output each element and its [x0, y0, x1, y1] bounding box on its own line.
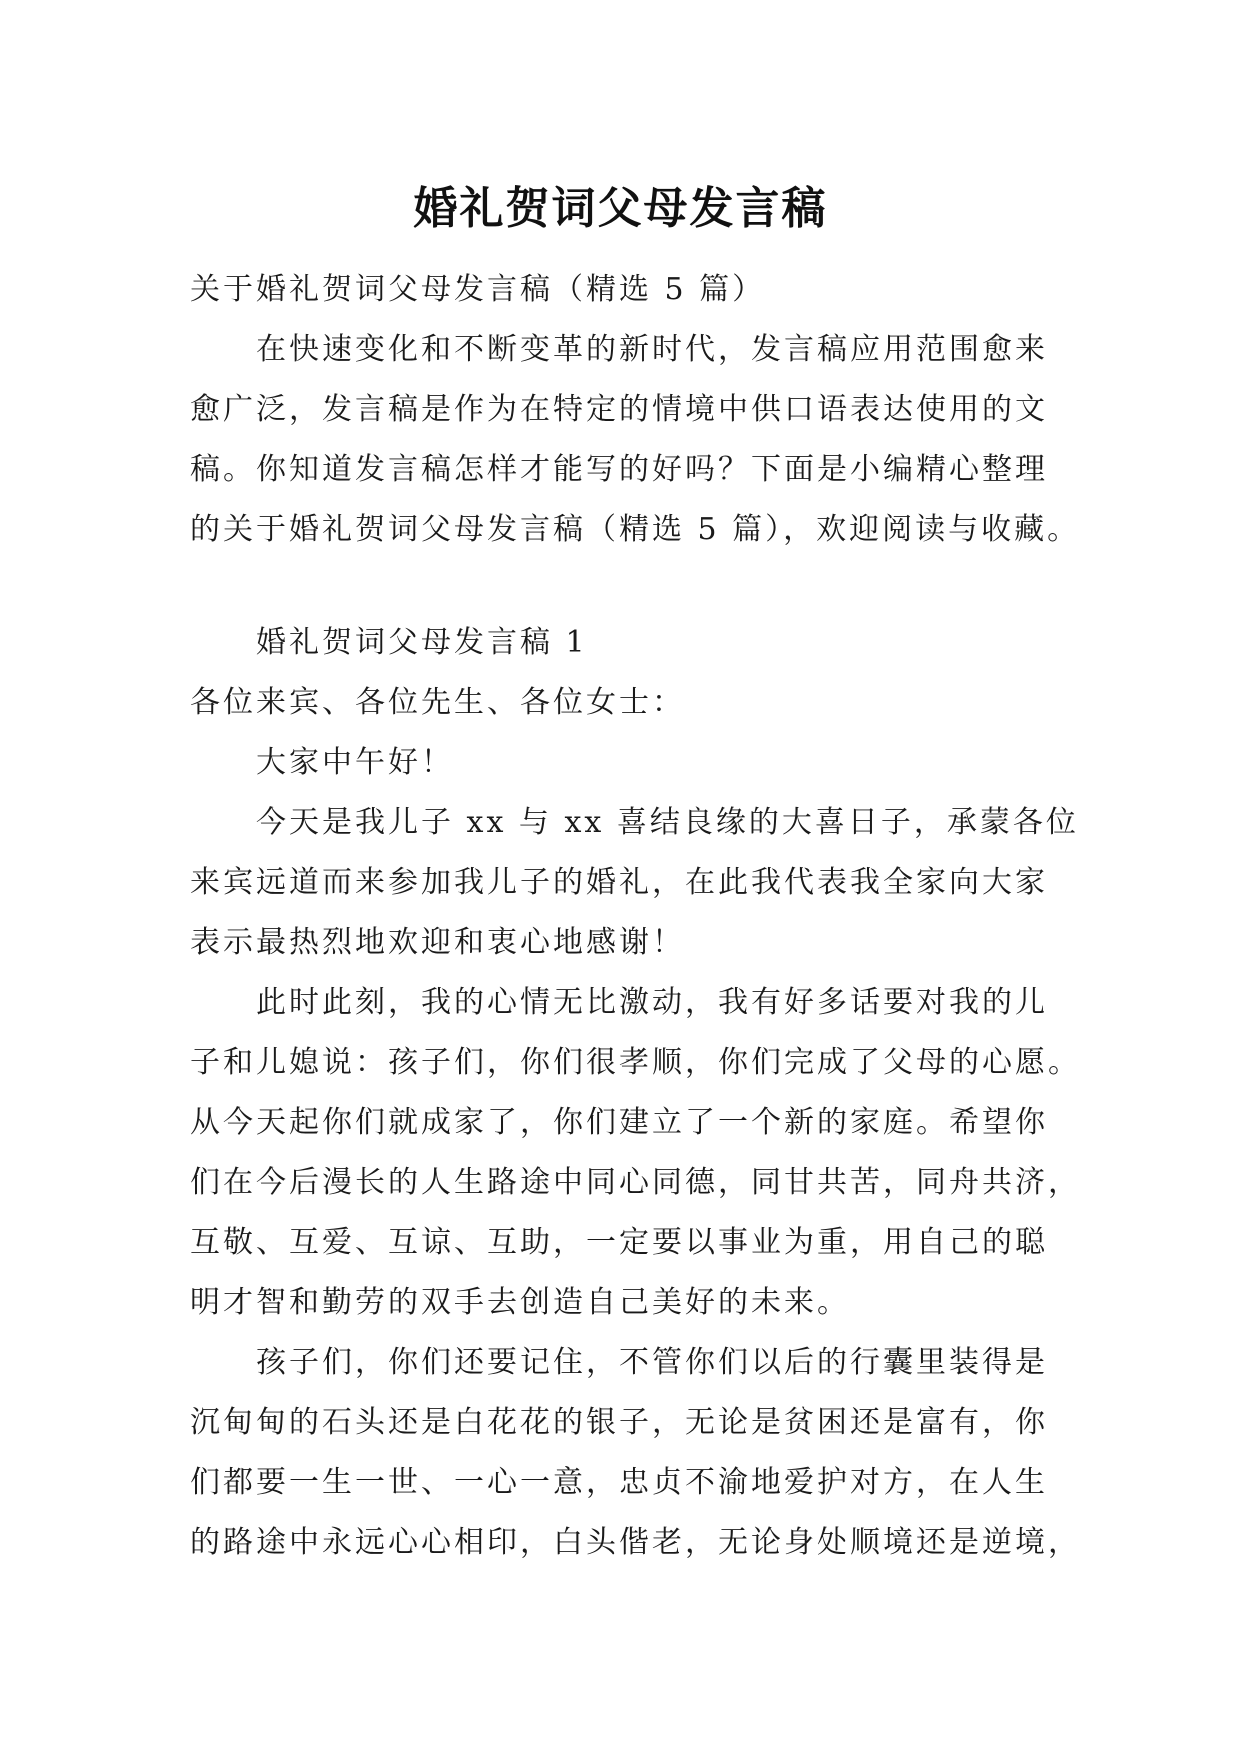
document-body: [190, 260, 1081, 1573]
intro-line: 在快速变化和不断变革的新时代，发言稿应用范围愈来: [256, 332, 1048, 367]
intro-line: 稿。你知道发言稿怎样才能写的好吗？下面是小编精心整理: [190, 452, 1048, 487]
paragraph-line: 从今天起你们就成家了，你们建立了一个新的家庭。希望你: [190, 1105, 1048, 1140]
section-heading: 婚礼贺词父母发言稿 1: [256, 625, 588, 660]
salutation: 各位来宾、各位先生、各位女士：: [190, 685, 685, 720]
paragraph-line: 来宾远道而来参加我儿子的婚礼，在此我代表我全家向大家: [190, 865, 1048, 900]
paragraph-line: 沉甸甸的石头还是白花花的银子，无论是贫困还是富有，你: [190, 1405, 1048, 1440]
paragraph-line: 孩子们，你们还要记住，不管你们以后的行囊里装得是: [256, 1345, 1048, 1380]
paragraph-line: 今天是我儿子 xx 与 xx 喜结良缘的大喜日子，承蒙各位: [256, 805, 1079, 840]
paragraph-line: 此时此刻，我的心情无比激动，我有好多话要对我的儿: [256, 985, 1048, 1020]
paragraph-line: 明才智和勤劳的双手去创造自己美好的未来。: [190, 1285, 850, 1320]
paragraph-line: 表示最热烈地欢迎和衷心地感谢！: [190, 925, 685, 960]
paragraph-line: 互敬、互爱、互谅、互助，一定要以事业为重，用自己的聪: [190, 1225, 1048, 1260]
paragraph-line: 的路途中永远心心相印，白头偕老，无论身处顺境还是逆境，: [190, 1525, 1081, 1560]
paragraph-line: 们在今后漫长的人生路途中同心同德，同甘共苦，同舟共济，: [190, 1165, 1081, 1200]
paragraph-gap: [190, 560, 1060, 613]
intro-line: 的关于婚礼贺词父母发言稿（精选 5 篇），欢迎阅读与收藏。: [190, 512, 1081, 547]
subtitle: 关于婚礼贺词父母发言稿（精选 5 篇）: [190, 272, 766, 307]
paragraph-line: 们都要一生一世、一心一意，忠贞不渝地爱护对方，在人生: [190, 1465, 1048, 1500]
intro-line: 愈广泛，发言稿是作为在特定的情境中供口语表达使用的文: [190, 392, 1048, 427]
greeting: 大家中午好！: [256, 745, 454, 780]
paragraph-line: 子和儿媳说：孩子们，你们很孝顺，你们完成了父母的心愿。: [190, 1045, 1081, 1080]
document-title: 婚礼贺词父母发言稿: [413, 183, 828, 235]
